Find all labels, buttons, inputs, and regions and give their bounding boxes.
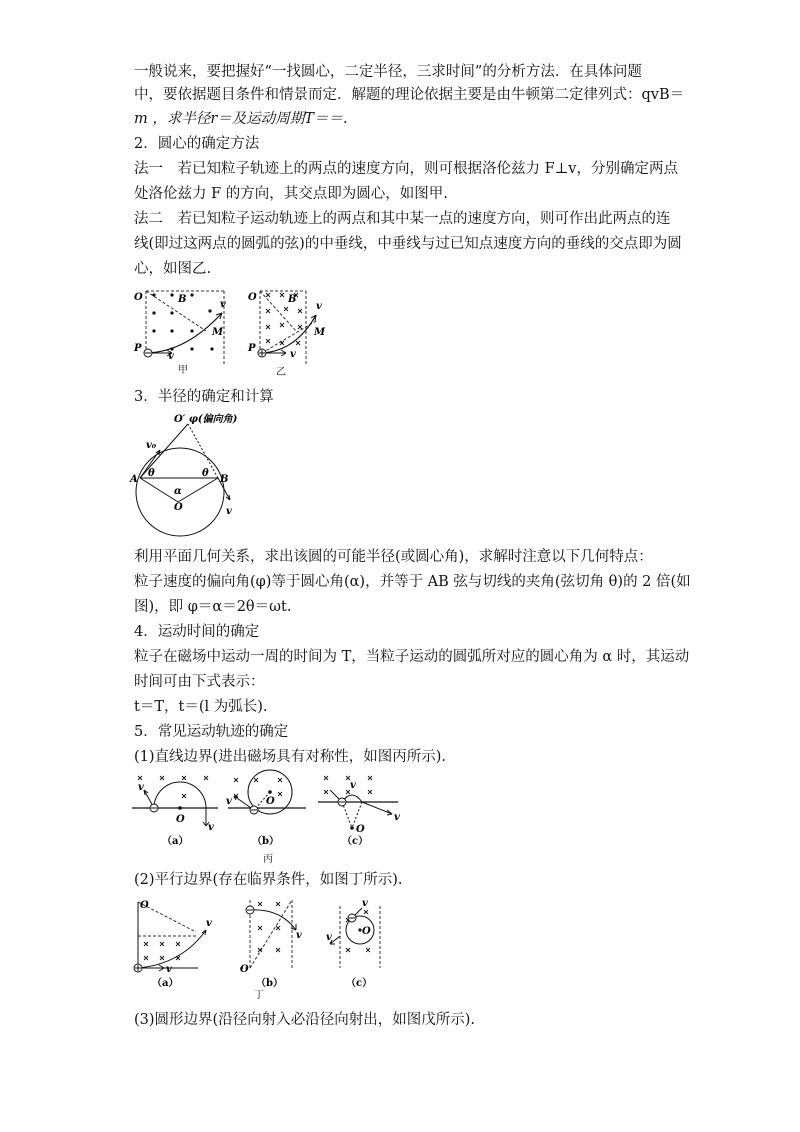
figure-radius-diagram bbox=[130, 410, 250, 538]
figure-yi-diagram bbox=[246, 285, 356, 377]
label-v2: v bbox=[290, 349, 296, 360]
label-v: v bbox=[296, 930, 302, 941]
caption-c: （c） bbox=[346, 978, 373, 989]
paragraph-line: 中，要依据题目条件和情景而定．解题的理论依据主要是由牛顿第二定律列式：qvB＝ bbox=[134, 87, 685, 103]
label-top: O′ φ(偏向角) bbox=[174, 414, 238, 425]
figure-radius bbox=[130, 410, 250, 538]
label-v: v bbox=[138, 782, 144, 793]
label-v0: v₀ bbox=[146, 440, 157, 451]
paragraph-line: (1)直线边界(进出磁场具有对称性，如图丙所示). bbox=[134, 749, 446, 765]
label-B: B bbox=[220, 474, 229, 485]
figure-bing bbox=[130, 770, 420, 865]
paragraph-line: 图)，即 φ＝α＝2θ＝ωt. bbox=[134, 599, 292, 615]
figure-ding bbox=[130, 896, 400, 1001]
paragraph-line: 心，如图乙. bbox=[134, 261, 212, 277]
label-O: O bbox=[266, 796, 275, 807]
caption-ding: 丁 bbox=[254, 990, 264, 1001]
label-v: v bbox=[226, 506, 232, 517]
label-theta1: θ bbox=[148, 468, 155, 479]
section-heading: 5．常见运动轨迹的确定 bbox=[134, 724, 289, 740]
label-v: v bbox=[316, 301, 322, 312]
paragraph-line: 一般说来，要把握好“一找圆心，二定半径，三求时间”的分析方法．在具体问题 bbox=[134, 64, 642, 80]
label-M: M bbox=[212, 327, 224, 338]
label-v: v bbox=[394, 812, 400, 823]
label-O: O bbox=[176, 814, 185, 825]
label-v2: v bbox=[168, 351, 174, 362]
caption-b: （b） bbox=[256, 978, 283, 989]
section-heading: 3．半径的确定和计算 bbox=[134, 389, 274, 405]
section-heading: 4．运动时间的确定 bbox=[134, 624, 260, 640]
label-v: v bbox=[166, 964, 172, 975]
paragraph-line: 法二 若已知粒子运动轨迹上的两点和其中某一点的速度方向，则可作出此两点的连 bbox=[134, 211, 671, 227]
label-M: M bbox=[314, 327, 326, 338]
label-P: P bbox=[134, 343, 142, 354]
caption-a: （a） bbox=[162, 836, 189, 847]
paragraph-line: 处洛伦兹力 F 的方向，其交点即为圆心，如图甲. bbox=[134, 186, 448, 202]
label-O: O bbox=[140, 900, 149, 911]
caption-jia: 甲 bbox=[178, 365, 188, 376]
section-heading: 2．圆心的确定方法 bbox=[134, 136, 260, 152]
label-v: v bbox=[226, 796, 232, 807]
label-O: O bbox=[174, 502, 183, 513]
figure-yi bbox=[246, 285, 356, 377]
label-O: O bbox=[240, 964, 249, 975]
label-B: B bbox=[288, 294, 297, 305]
label-O: O bbox=[248, 292, 257, 303]
caption-yi: 乙 bbox=[276, 367, 286, 378]
figure-ding-diagram bbox=[130, 896, 400, 992]
paragraph-line: (2)平行边界(存在临界条件，如图丁所示). bbox=[134, 872, 403, 888]
paragraph-line: 粒子速度的偏向角(φ)等于圆心角(α)，并等于 AB 弦与切线的夹角(弦切角 θ)的 2 倍(如 bbox=[134, 574, 691, 590]
label-O: O bbox=[134, 292, 143, 303]
label-O: O bbox=[356, 824, 365, 835]
paragraph-line: 粒子在磁场中运动一周的时间为 T，当粒子运动的圆弧所对应的圆心角为 α 时，其运动 bbox=[134, 649, 690, 665]
paragraph-line: t＝T，t＝(l 为弧长). bbox=[134, 699, 268, 715]
label-B: B bbox=[178, 294, 187, 305]
caption-c: （c） bbox=[342, 836, 369, 847]
label-A: A bbox=[130, 474, 138, 485]
caption-a: （a） bbox=[152, 978, 179, 989]
label-v: v bbox=[206, 918, 212, 929]
paragraph-line: 利用平面几何关系，求出该圆的可能半径(或圆心角)，求解时注意以下几何特点： bbox=[134, 549, 653, 565]
label-P: P bbox=[248, 343, 256, 354]
paragraph-line: 线(即过这两点的圆弧的弦)的中垂线，中垂线与过已知点速度方向的垂线的交点即为圆 bbox=[134, 236, 682, 252]
paragraph-line: (3)圆形边界(沿径向射入必沿径向射出，如图戊所示). bbox=[134, 1012, 475, 1028]
label-v: v bbox=[362, 898, 368, 909]
paragraph-line: m ，求半径r＝及运动周期T＝＝. bbox=[134, 111, 348, 127]
label-v: v bbox=[326, 932, 332, 943]
figure-jia bbox=[132, 285, 242, 377]
label-v: v bbox=[350, 780, 356, 791]
label-v: v bbox=[220, 299, 226, 310]
label-alpha: α bbox=[174, 486, 182, 497]
paragraph-line: 法一 若已知粒子轨迹上的两点的速度方向，则可根据洛伦兹力 F⊥v，分别确定两点 bbox=[134, 161, 678, 177]
caption-b: （b） bbox=[252, 836, 279, 847]
figure-bing-diagram bbox=[130, 770, 420, 862]
label-v: v bbox=[208, 822, 214, 833]
caption-bing: 丙 bbox=[263, 854, 273, 865]
label-theta2: θ bbox=[202, 468, 209, 479]
paragraph-line: 时间可由下式表示： bbox=[134, 674, 265, 690]
label-O: O bbox=[362, 926, 371, 937]
